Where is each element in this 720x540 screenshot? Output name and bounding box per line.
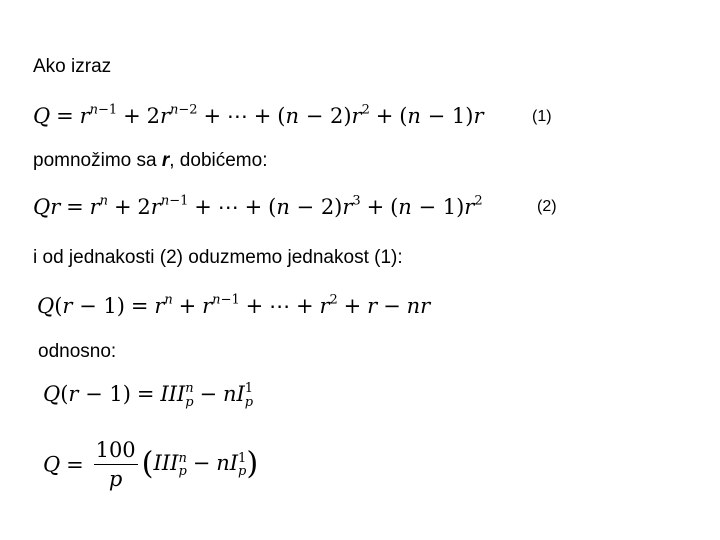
equation-4: Q(r − 1) = III n p − nI 1 p — [43, 381, 254, 410]
equation-2: $Qr = r^n + 2r^{n-1}$ + ⋯ + $(n - 2)r^3 + (n - 1)r^2$ — [33, 193, 483, 219]
fraction-denominator: p — [94, 464, 138, 491]
equation-1-label: (1) — [532, 108, 552, 125]
multiply-prefix: pomnožimo sa — [33, 150, 162, 171]
equation-2-label: (2) — [537, 198, 557, 215]
subtract-text: i od jednakosti (2) oduzmemo jednakost (1): — [33, 247, 403, 268]
multiply-variable: r — [161, 150, 170, 171]
intro-text: Ako izraz — [33, 56, 112, 77]
fraction-numerator: 100 — [95, 438, 136, 462]
equation-5: Q = $\frac{100}{p}$ (III n p − nI 1 p ) — [43, 438, 259, 491]
multiply-text — [33, 150, 267, 172]
hence-text: odnosno: — [38, 341, 117, 362]
multiply-suffix: , dobićemo: — [169, 150, 268, 171]
equation-1: $Q = r^{n-1} + 2r^{n-2}$ + ⋯ + $(n - 2)r^2 + (n - 1)r$ — [33, 102, 484, 128]
equation-3: $Q(r - 1) = r^n + r^{n-1}$ + ⋯ + $r^2 + r$ − nr — [37, 292, 431, 318]
